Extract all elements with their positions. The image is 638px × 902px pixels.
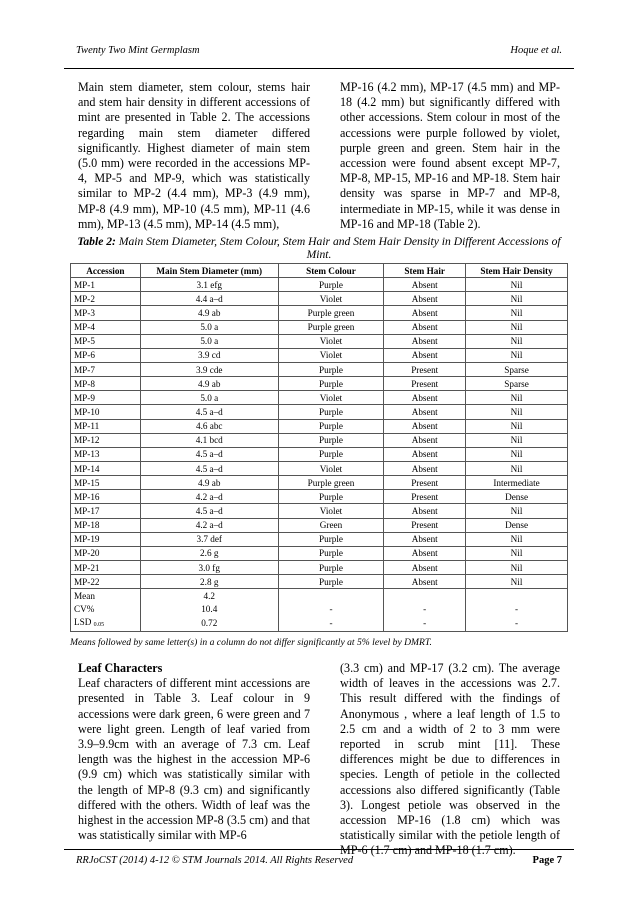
table-cell: Nil <box>466 306 568 320</box>
table-cell: Nil <box>466 405 568 419</box>
table-cell: 2.8 g <box>140 575 278 589</box>
table-cell: 5.0 a <box>140 391 278 405</box>
table-cell: 4.2 a–d <box>140 490 278 504</box>
table-cell: Nil <box>466 546 568 560</box>
table-cell: Purple green <box>278 320 384 334</box>
table-row <box>71 560 568 574</box>
table-cell: Present <box>384 476 466 490</box>
table-cell: Violet <box>278 391 384 405</box>
table-cell: Dense <box>466 490 568 504</box>
table-cell: Purple <box>278 278 384 292</box>
table-cell: Absent <box>384 504 466 518</box>
table-cell: MP-7 <box>71 362 141 376</box>
table-cell: Nil <box>466 320 568 334</box>
table-row <box>71 546 568 560</box>
table-cell: MP-22 <box>71 575 141 589</box>
stat-label: CV% <box>71 602 141 615</box>
stat-dash: - <box>466 602 568 615</box>
stat-dash: - <box>384 602 466 615</box>
table-cell: 4.5 a–d <box>140 504 278 518</box>
stem-characters-table <box>70 263 568 632</box>
table-cell: Present <box>384 490 466 504</box>
table-footnote: Means followed by same letter(s) in a column do not differ significantly at 5% level by DMRT. <box>70 637 432 648</box>
table-cell: Present <box>384 377 466 391</box>
table-cell: Absent <box>384 334 466 348</box>
table-cell: MP-3 <box>71 306 141 320</box>
table-cell: Purple <box>278 546 384 560</box>
table-cell: Absent <box>384 292 466 306</box>
page-number: Page 7 <box>532 855 562 866</box>
table-cell: Absent <box>384 560 466 574</box>
table-row <box>71 504 568 518</box>
table-cell: Absent <box>384 546 466 560</box>
table-cell: Absent <box>384 532 466 546</box>
stat-dash: - <box>466 616 568 632</box>
table-cell: Purple <box>278 419 384 433</box>
table-row <box>71 362 568 376</box>
table-cell: Nil <box>466 334 568 348</box>
table-cell: Sparse <box>466 377 568 391</box>
table-cell: MP-4 <box>71 320 141 334</box>
stat-value: 4.2 <box>140 589 278 603</box>
table-cell: MP-17 <box>71 504 141 518</box>
table-row <box>71 518 568 532</box>
table-cell: MP-20 <box>71 546 141 560</box>
table-cell: Present <box>384 518 466 532</box>
table-cell: Absent <box>384 306 466 320</box>
table-cell: Nil <box>466 447 568 461</box>
table-cell: Nil <box>466 532 568 546</box>
table-cell: 4.9 ab <box>140 377 278 391</box>
table-cell: 4.9 ab <box>140 306 278 320</box>
table-cell: MP-13 <box>71 447 141 461</box>
table-cell: Absent <box>384 419 466 433</box>
intro-right-column <box>340 80 560 232</box>
table-cell: 4.1 bcd <box>140 433 278 447</box>
table-cell: Nil <box>466 433 568 447</box>
table-cell: Purple <box>278 490 384 504</box>
column-header: Main Stem Diameter (mm) <box>140 264 278 278</box>
table-cell: Purple <box>278 532 384 546</box>
table-row <box>71 348 568 362</box>
table-cell: 4.2 a–d <box>140 518 278 532</box>
section-heading: Leaf Characters <box>78 661 163 675</box>
table-cell: MP-21 <box>71 560 141 574</box>
table-cell: 5.0 a <box>140 334 278 348</box>
table-cell: Nil <box>466 504 568 518</box>
table-row <box>71 476 568 490</box>
table-cell: MP-15 <box>71 476 141 490</box>
table-cell: MP-16 <box>71 490 141 504</box>
table-cell: Nil <box>466 575 568 589</box>
table-cell: Absent <box>384 405 466 419</box>
table-caption-label: Table 2: <box>77 235 116 248</box>
leaf-paragraph-right: (3.3 cm) and MP-17 (3.2 cm). The average width of leaves in the accessions was 2.7. This result differed with the findings of Anonymous , where a leaf length of 1.5 to 2.5 cm and a width of 2 to 3 mm were reported in scrub mint [11]. These differences might be due to differences in species. Length of petiole in the collected accessions also differed significantly (Table 3). Longest petiole was observed in the accession MP-16 (1.8 cm) which was statistically similar with the petiole length of MP-6 (1.7 cm) and MP-18 (1.7 cm). <box>340 661 560 858</box>
column-header: Stem Colour <box>278 264 384 278</box>
table-cell: MP-2 <box>71 292 141 306</box>
table-cell: Purple <box>278 362 384 376</box>
table-cell: 3.9 cd <box>140 348 278 362</box>
running-header-authors: Hoque et al. <box>510 45 562 56</box>
leaf-right-column <box>340 661 560 859</box>
table-cell: Absent <box>384 461 466 475</box>
table-cell: MP-6 <box>71 348 141 362</box>
stat-value: 0.72 <box>140 616 278 632</box>
table-cell: Purple <box>278 560 384 574</box>
table-cell: Absent <box>384 447 466 461</box>
lsd-subscript: 0.05 <box>93 621 105 628</box>
table-row <box>71 433 568 447</box>
column-header: Stem Hair Density <box>466 264 568 278</box>
table-cell: Nil <box>466 419 568 433</box>
table-cell: MP-1 <box>71 278 141 292</box>
table-cell: Green <box>278 518 384 532</box>
table-cell: 5.0 a <box>140 320 278 334</box>
table-row <box>71 306 568 320</box>
table-cell: Absent <box>384 348 466 362</box>
table-cell: MP-14 <box>71 461 141 475</box>
table-row <box>71 377 568 391</box>
table-cell: MP-12 <box>71 433 141 447</box>
table-cell: Nil <box>466 560 568 574</box>
table-cell: Intermediate <box>466 476 568 490</box>
table-cell: 3.1 efg <box>140 278 278 292</box>
table-cell: Nil <box>466 278 568 292</box>
table-cell: Purple <box>278 433 384 447</box>
table-row <box>71 405 568 419</box>
table-cell: Absent <box>384 320 466 334</box>
table-cell: MP-8 <box>71 377 141 391</box>
table-cell: Violet <box>278 504 384 518</box>
table-row <box>71 461 568 475</box>
intro-paragraph-right: MP-16 (4.2 mm), MP-17 (4.5 mm) and MP-18 (4.2 mm) but significantly differed with other accessions. Stem colour in most of the accessions were purple followed by violet, purple green and green. Stem hair in the accession were found absent except MP-7, MP-8, MP-15, MP-16 and MP-18. Stem hair density was sparse in MP-7 and MP-8, intermediate in MP-15, while it was dense in MP-16 and MP-18 (Table 2). <box>340 80 560 231</box>
header-rule <box>64 68 574 69</box>
table-cell: MP-18 <box>71 518 141 532</box>
table-cell: Violet <box>278 292 384 306</box>
table-cell: Nil <box>466 348 568 362</box>
table-cell: 4.6 abc <box>140 419 278 433</box>
table-cell: 4.5 a–d <box>140 447 278 461</box>
table-cell: MP-9 <box>71 391 141 405</box>
table-cell: 4.5 a–d <box>140 461 278 475</box>
table-cell: Purple <box>278 575 384 589</box>
lsd-row <box>71 616 568 632</box>
table-header-row <box>71 264 568 278</box>
table-cell: MP-5 <box>71 334 141 348</box>
table-row <box>71 575 568 589</box>
column-header: Accession <box>71 264 141 278</box>
intro-paragraph-left: Main stem diameter, stem colour, stems hair and stem hair density in different accessions of mint are presented in Table 2. The accessions regarding main stem diameter differed significantly. Highest diameter of main stem (5.0 mm) were recorded in the accessions MP-4, MP-5 and MP-9, which was statistically similar to MP-2 (4.4 mm), MP-3 (4.9 mm), MP-8 (4.9 mm), MP-10 (4.5 mm), MP-11 (4.6 mm), MP-13 (4.5 mm), MP-14 (4.5 mm), <box>78 80 310 231</box>
table-cell: 3.7 def <box>140 532 278 546</box>
table-row <box>71 490 568 504</box>
table-cell: 3.0 fg <box>140 560 278 574</box>
table-cell: Purple <box>278 405 384 419</box>
table-row <box>71 320 568 334</box>
table-cell: MP-11 <box>71 419 141 433</box>
table-cell: Absent <box>384 575 466 589</box>
table-cell: Violet <box>278 461 384 475</box>
table-cell: 4.4 a–d <box>140 292 278 306</box>
intro-left-column <box>78 80 310 232</box>
table-cell: Purple <box>278 447 384 461</box>
stat-label: Mean <box>71 589 141 603</box>
stat-dash: - <box>384 616 466 632</box>
table-cell: Absent <box>384 391 466 405</box>
table-row <box>71 447 568 461</box>
table-cell: Violet <box>278 348 384 362</box>
table-row <box>71 334 568 348</box>
table-cell: Purple green <box>278 476 384 490</box>
footer-rule <box>64 849 574 850</box>
running-header-title: Twenty Two Mint Germplasm <box>76 45 200 56</box>
stat-label: LSD 0.05 <box>71 616 141 632</box>
table-cell: Purple <box>278 377 384 391</box>
table-cell: MP-19 <box>71 532 141 546</box>
table-cell: 4.9 ab <box>140 476 278 490</box>
table-cell: Purple green <box>278 306 384 320</box>
table-cell: Sparse <box>466 362 568 376</box>
table-row <box>71 278 568 292</box>
table-cell: Nil <box>466 391 568 405</box>
footer-copyright: RRJoCST (2014) 4-12 © STM Journals 2014. All Rights Reserved <box>76 855 354 866</box>
table-cell: MP-10 <box>71 405 141 419</box>
table-cell: Violet <box>278 334 384 348</box>
leaf-left-column <box>78 661 310 843</box>
stat-value: 10.4 <box>140 602 278 615</box>
table-cell: Dense <box>466 518 568 532</box>
table-row <box>71 419 568 433</box>
table-cell: Nil <box>466 461 568 475</box>
table-cell: 4.5 a–d <box>140 405 278 419</box>
table-cell: 3.9 cde <box>140 362 278 376</box>
stat-dash: - <box>278 602 384 615</box>
table-cell: Absent <box>384 278 466 292</box>
mean-row <box>71 589 568 603</box>
stat-dash: - <box>278 616 384 632</box>
table-cell: Present <box>384 362 466 376</box>
cv-row <box>71 602 568 615</box>
table-caption <box>70 235 568 262</box>
table-row <box>71 532 568 546</box>
leaf-paragraph-left: Leaf characters of different mint accessions are presented in Table 3. Leaf colour in 9 accessions were dark green, 6 were green and 7 were light green. Length of leaf varied from 3.9–9.9cm with an average of 7.3 cm. Leaf length was the highest in the accession MP-6 (9.9 cm) which was statistically similar with the length of MP-8 (9.3 cm) and significantly differed with the others. Width of leaf was the highest in the accession MP-8 (3.5 cm) and that was statistically similar with MP-6 <box>78 676 310 843</box>
table-row <box>71 391 568 405</box>
table-cell: Nil <box>466 292 568 306</box>
table-cell: 2.6 g <box>140 546 278 560</box>
table-cell: Absent <box>384 433 466 447</box>
column-header: Stem Hair <box>384 264 466 278</box>
table-row <box>71 292 568 306</box>
table-caption-text: Main Stem Diameter, Stem Colour, Stem Hair and Stem Hair Density in Different Accessions of Mint. <box>118 235 561 262</box>
